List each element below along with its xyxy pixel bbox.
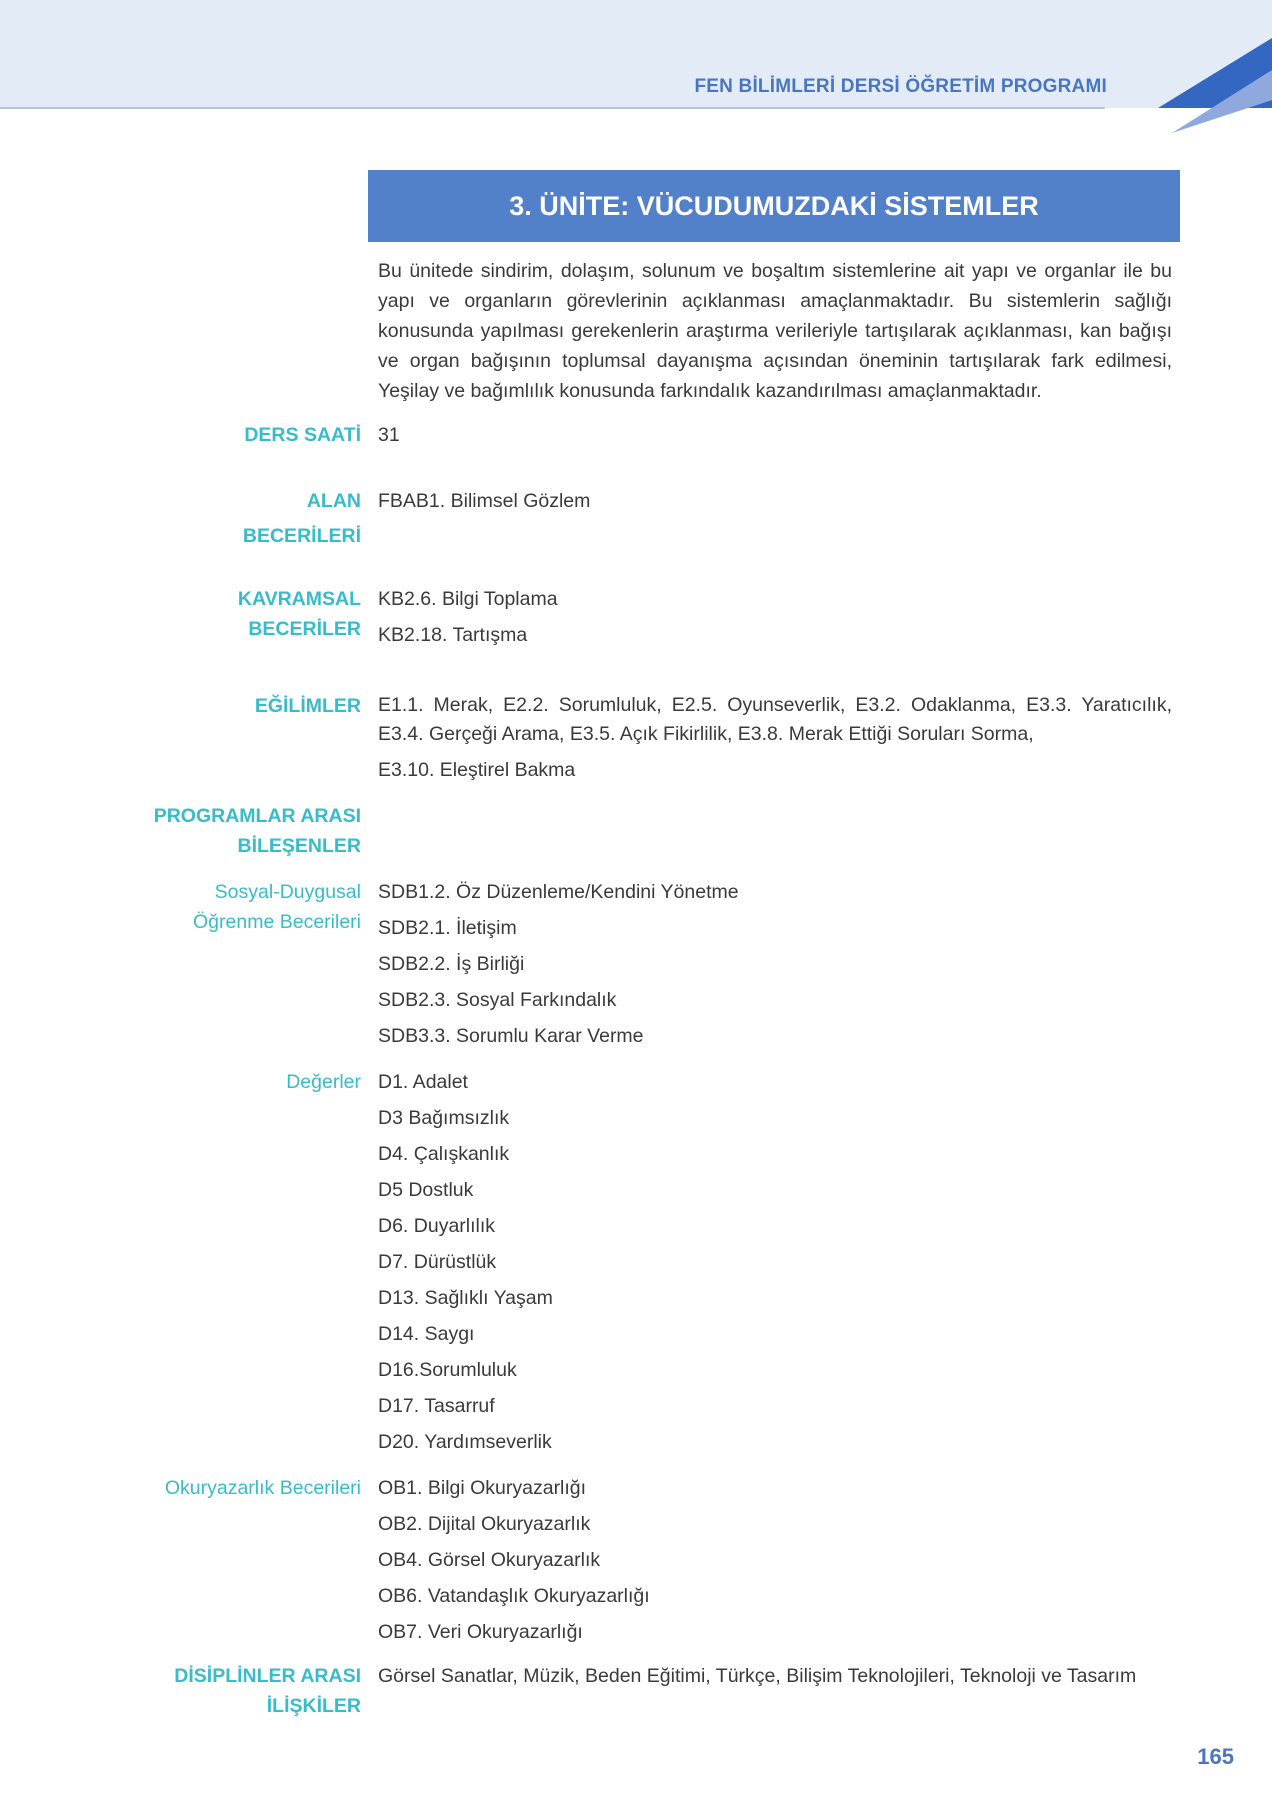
list-item: SDB3.3. Sorumlu Karar Verme xyxy=(378,1025,644,1047)
list-item: SDB2.3. Sosyal Farkındalık xyxy=(378,989,617,1011)
sosyal-duygusal-label: Sosyal-Duygusal Öğrenme Becerileri xyxy=(193,881,361,933)
list-item: D6. Duyarlılık xyxy=(378,1215,496,1237)
list-item: OB1. Bilgi Okuryazarlığı xyxy=(378,1477,587,1499)
list-item: OB4. Görsel Okuryazarlık xyxy=(378,1549,601,1571)
list-item: D20. Yardımseverlik xyxy=(378,1431,552,1453)
list-item: FBAB1. Bilimsel Gözlem xyxy=(378,490,591,512)
list-item: SDB1.2. Öz Düzenleme/Kendini Yönetme xyxy=(378,881,739,903)
list-item: KB2.18. Tartışma xyxy=(378,624,528,646)
list-item: SDB2.2. İş Birliği xyxy=(378,953,525,975)
okuryazarlik-label: Okuryazarlık Becerileri xyxy=(164,1477,361,1499)
unit-title: 3. ÜNİTE: VÜCUDUMUZDAKİ SİSTEMLER xyxy=(509,190,1039,221)
degerler-label: Değerler xyxy=(286,1071,361,1093)
list-item: SDB2.1. İletişim xyxy=(378,917,517,939)
sosyal-duygusal-values xyxy=(378,877,1172,1057)
list-item: D4. Çalışkanlık xyxy=(378,1143,510,1165)
list-item: D1. Adalet xyxy=(378,1071,468,1093)
unit-intro-paragraph: Bu ünitede sindirim, dolaşım, solunum ve boşaltım sistemlerine ait yapı ve organlar ile bu yapı ve organların görevlerinin açıklanması amaçlanmaktadır. Bu sistemlerin sağlığı konusunda yapılması gerekenlerin araştırma verileriyle tartışılarak açıklanması, kan bağışı ve organ bağışının toplumsal dayanışma açısından öneminin tartışılarak fark edilmesi, Yeşilay ve bağımlılık konusunda farkındalık kazandırılması amaçlanmaktadır. xyxy=(378,260,1172,402)
ders-saati-value: 31 xyxy=(378,424,400,446)
alan-becerileri-values xyxy=(378,486,1172,522)
list-item: OB6. Vatandaşlık Okuryazarlığı xyxy=(378,1585,650,1607)
program-title: FEN BİLİMLERİ DERSİ ÖĞRETİM PROGRAMI xyxy=(694,76,1107,97)
list-item: D13. Sağlıklı Yaşam xyxy=(378,1287,553,1309)
disiplinler-arasi-values xyxy=(378,1661,1172,1697)
list-item: D14. Saygı xyxy=(378,1323,475,1345)
list-item: D16.Sorumluluk xyxy=(378,1359,517,1381)
disiplinler-arasi-label: DİSİPLİNLER ARASI İLİŞKİLER xyxy=(174,1665,361,1717)
list-item: KB2.6. Bilgi Toplama xyxy=(378,588,558,610)
list-item: D7. Dürüstlük xyxy=(378,1251,497,1273)
okuryazarlik-values xyxy=(378,1473,1172,1653)
kavramsal-beceriler-label: KAVRAMSAL BECERİLER xyxy=(237,588,361,640)
list-item: OB7. Veri Okuryazarlığı xyxy=(378,1621,583,1643)
degerler-values xyxy=(378,1067,1172,1463)
unit-title-banner xyxy=(368,170,1180,242)
egilimler-values xyxy=(378,691,1172,791)
list-item: OB2. Dijital Okuryazarlık xyxy=(378,1513,591,1535)
header-corner-decoration xyxy=(1112,0,1272,140)
kavramsal-beceriler-values xyxy=(378,584,1172,656)
list-item: D17. Tasarruf xyxy=(378,1395,495,1417)
ders-saati-label: DERS SAATİ xyxy=(244,424,361,446)
programlar-arasi-label: PROGRAMLAR ARASI BİLEŞENLER xyxy=(153,805,361,857)
disiplinler-arasi-text: Görsel Sanatlar, Müzik, Beden Eğitimi, Türkçe, Bilişim Teknolojileri, Teknoloji ve Tasarım xyxy=(378,1665,1137,1687)
list-item: D3 Bağımsızlık xyxy=(378,1107,510,1129)
header-divider xyxy=(0,107,1105,109)
alan-becerileri-label: ALAN BECERİLERİ xyxy=(242,490,361,547)
egilimler-label: EĞİLİMLER xyxy=(254,695,361,717)
egilimler-text: E1.1. Merak, E2.2. Sorumluluk, E2.5. Oyunseverlik, E3.2. Odaklanma, E3.3. Yaratıcılık, E3.4. Gerçeği Arama, E3.5. Açık Fikirlilik, E3.8. Merak Ettiği Soruları Sorma, xyxy=(378,694,1172,745)
egilimler-last: E3.10. Eleştirel Bakma xyxy=(378,759,576,781)
list-item: D5 Dostluk xyxy=(378,1179,474,1201)
page-number: 165 xyxy=(1197,1744,1234,1769)
